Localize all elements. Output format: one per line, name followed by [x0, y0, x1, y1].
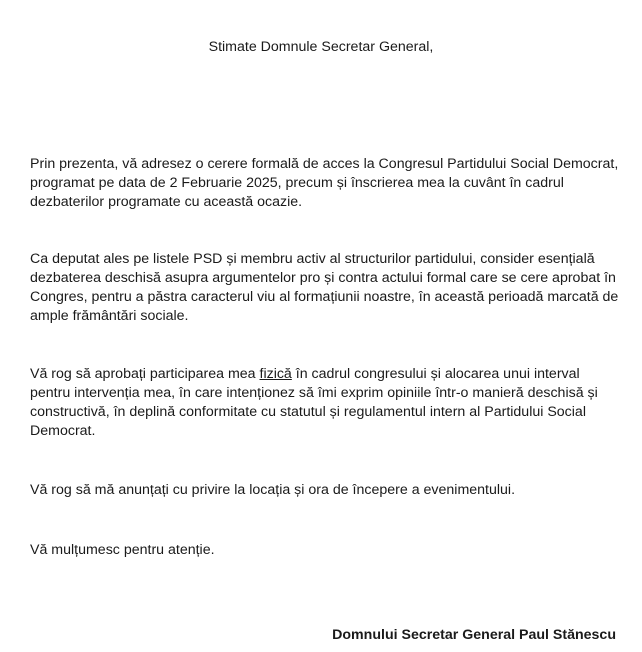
underlined-word: fizică	[259, 366, 292, 382]
paragraph-request: Prin prezenta, vă adresez o cerere formală de acces la Congresul Partidului Social Democrat, programat pe data de 2 Februarie 2025, precum și înscrierea mea la cuvânt în cadrul dezbaterilor programate cu această ocazie.	[30, 156, 619, 210]
paragraph-thanks: Vă mulțumesc pentru atenție.	[30, 542, 215, 558]
paragraph-participation-end: în cadrul congresului și alocarea unui interval pentru intervenția mea, în care intenționez să îmi exprim opiniile într-o manieră deschisă și constructivă, în deplină conformitate cu statutul și regulamentul intern al Partidului Social Democrat.	[30, 366, 598, 439]
salutation: Stimate Domnule Secretar General,	[208, 39, 434, 55]
addressee-signature: Domnului Secretar General Paul Stănescu	[332, 627, 616, 643]
paragraph-justification: Ca deputat ales pe listele PSD și membru activ al structurilor partidului, consider esențială dezbaterea deschisă asupra argumentelor pro și contra actului formal care se cere aprobat în Congres, pentru a păstra caracterul viu al formațiunii noastre, în această perioadă marcată de ample frământări sociale.	[30, 251, 619, 324]
paragraph-participation-start: Vă rog să aprobați participarea mea	[30, 366, 260, 382]
paragraph-event-info: Vă rog să mă anunțați cu privire la locația și ora de începere a evenimentului.	[30, 482, 516, 498]
paragraph-participation	[30, 365, 620, 441]
